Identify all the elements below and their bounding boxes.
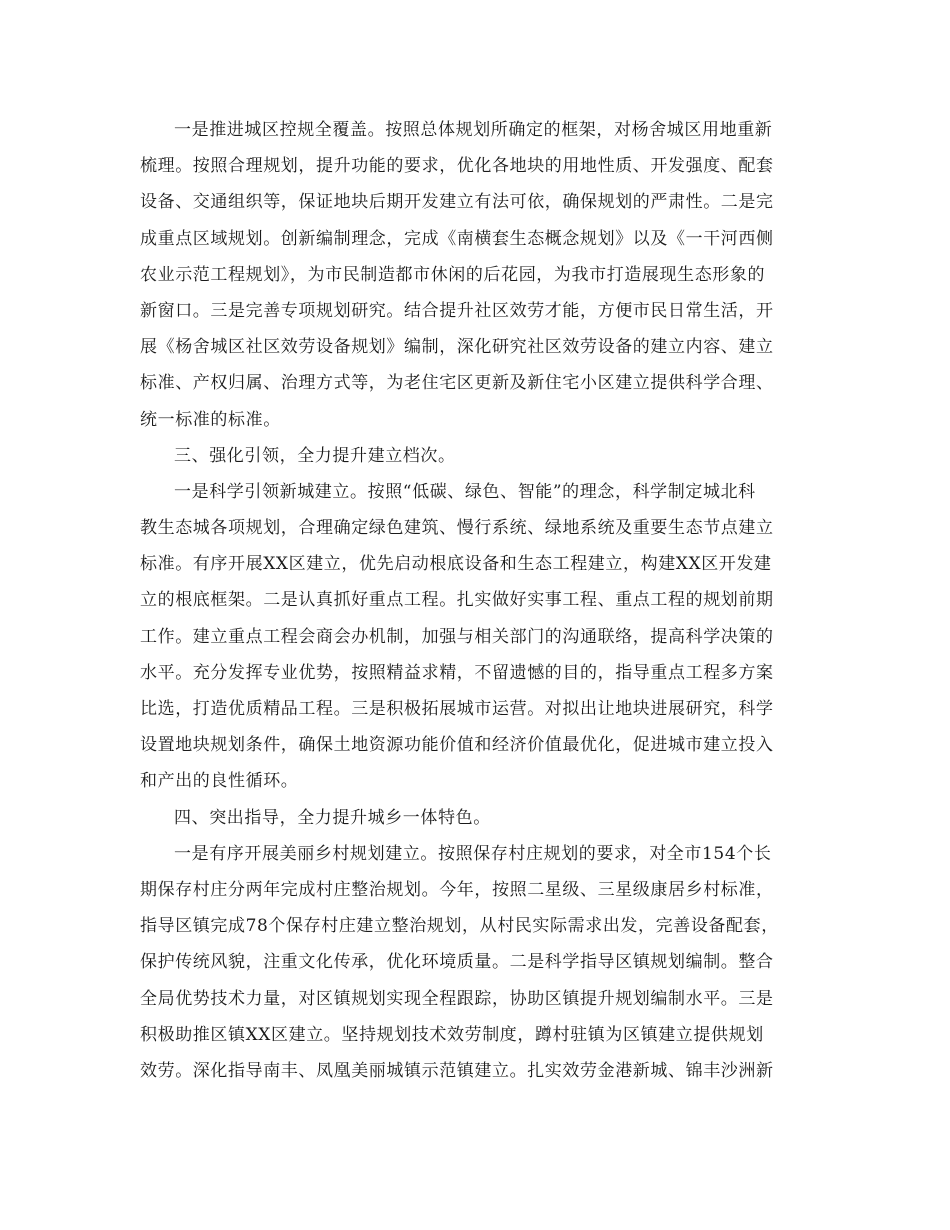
- paragraph-line: 教生态城各项规划，合理确定绿色建筑、慢行系统、绿地系统及重要生态节点建立: [140, 518, 774, 539]
- paragraph-line: 新窗口。三是完善专项规划研究。结合提升社区效劳才能，方便市民日常生活，开: [140, 300, 774, 321]
- paragraph-line: 标准。有序开展XX区建立，优先启动根底设备和生态工程建立，构建XX区开发建: [140, 554, 772, 575]
- paragraph-line: 成重点区域规划。创新编制理念，完成《南横套生态概念规划》以及《一干河西侧: [140, 228, 774, 249]
- paragraph-line: 农业示范工程规划》，为市民制造都市休闲的后花园，为我市打造展现生态形象的: [140, 264, 766, 285]
- paragraph-line: 和产出的良性循环。: [140, 771, 299, 792]
- paragraph-line: 效劳。深化指导南丰、凤凰美丽城镇示范镇建立。扎实效劳金港新城、锦丰沙洲新: [140, 1060, 774, 1081]
- section-heading: 四、突出指导，全力提升城乡一体特色。: [174, 807, 491, 828]
- paragraph-line: 设备、交通组织等，保证地块后期开发建立有法可依，确保规划的严肃性。二是完: [140, 192, 774, 213]
- paragraph-line: 一是有序开展美丽乡村规划建立。按照保存村庄规划的要求，对全市154个长: [174, 843, 772, 864]
- paragraph-line: 比选，打造优质精品工程。三是积极拓展城市运营。对拟出让地块进展研究，科学: [140, 699, 774, 719]
- paragraph-line: 一是推进城区控规全覆盖。按照总体规划所确定的框架，对杨舍城区用地重新: [174, 120, 773, 140]
- paragraph-line: 指导区镇完成78个保存村庄建立整治规划，从村民实际需求出发，完善设备配套，: [140, 916, 779, 937]
- paragraph-line: 立的根底框架。二是认真抓好重点工程。扎实做好实事工程、重点工程的规划前期: [140, 590, 774, 611]
- paragraph-line: 全局优势技术力量，对区镇规划实现全程跟踪，协助区镇提升规划编制水平。三是: [140, 988, 774, 1009]
- paragraph-line: 水平。充分发挥专业优势，按照精益求精，不留遗憾的目的，指导重点工程多方案: [140, 662, 774, 683]
- paragraph-line: 期保存村庄分两年完成村庄整治规划。今年，按照二星级、三星级康居乡村标准，: [140, 879, 774, 900]
- paragraph-line: 梳理。按照合理规划，提升功能的要求，优化各地块的用地性质、开发强度、配套: [140, 156, 774, 177]
- section-heading: 三、强化引领，全力提升建立档次。: [174, 445, 456, 466]
- paragraph-line: 工作。建立重点工程会商会办机制，加强与相关部门的沟通联络，提高科学决策的: [140, 626, 774, 647]
- document-body: [140, 112, 824, 1089]
- paragraph-line: 保护传统风貌，注重文化传承，优化环境质量。二是科学指导区镇规划编制。整合: [140, 952, 774, 973]
- paragraph-line: 展《杨舍城区社区效劳设备规划》编制，深化研究社区效劳设备的建立内容、建立: [140, 337, 774, 358]
- paragraph-line: 一是科学引领新城建立。按照“低碳、绿色、智能”的理念，科学制定城北科: [174, 481, 756, 502]
- paragraph-line: 设置地块规划条件，确保土地资源功能价值和经济价值最优化，促进城市建立投入: [140, 735, 774, 756]
- paragraph-line: 统一标准的标准。: [140, 409, 281, 430]
- paragraph-line: 积极助推区镇XX区建立。坚持规划技术效劳制度，蹲村驻镇为区镇建立提供规划: [140, 1024, 764, 1045]
- paragraph-line: 标准、产权归属、治理方式等，为老住宅区更新及新住宅小区建立提供科学合理、: [140, 373, 774, 394]
